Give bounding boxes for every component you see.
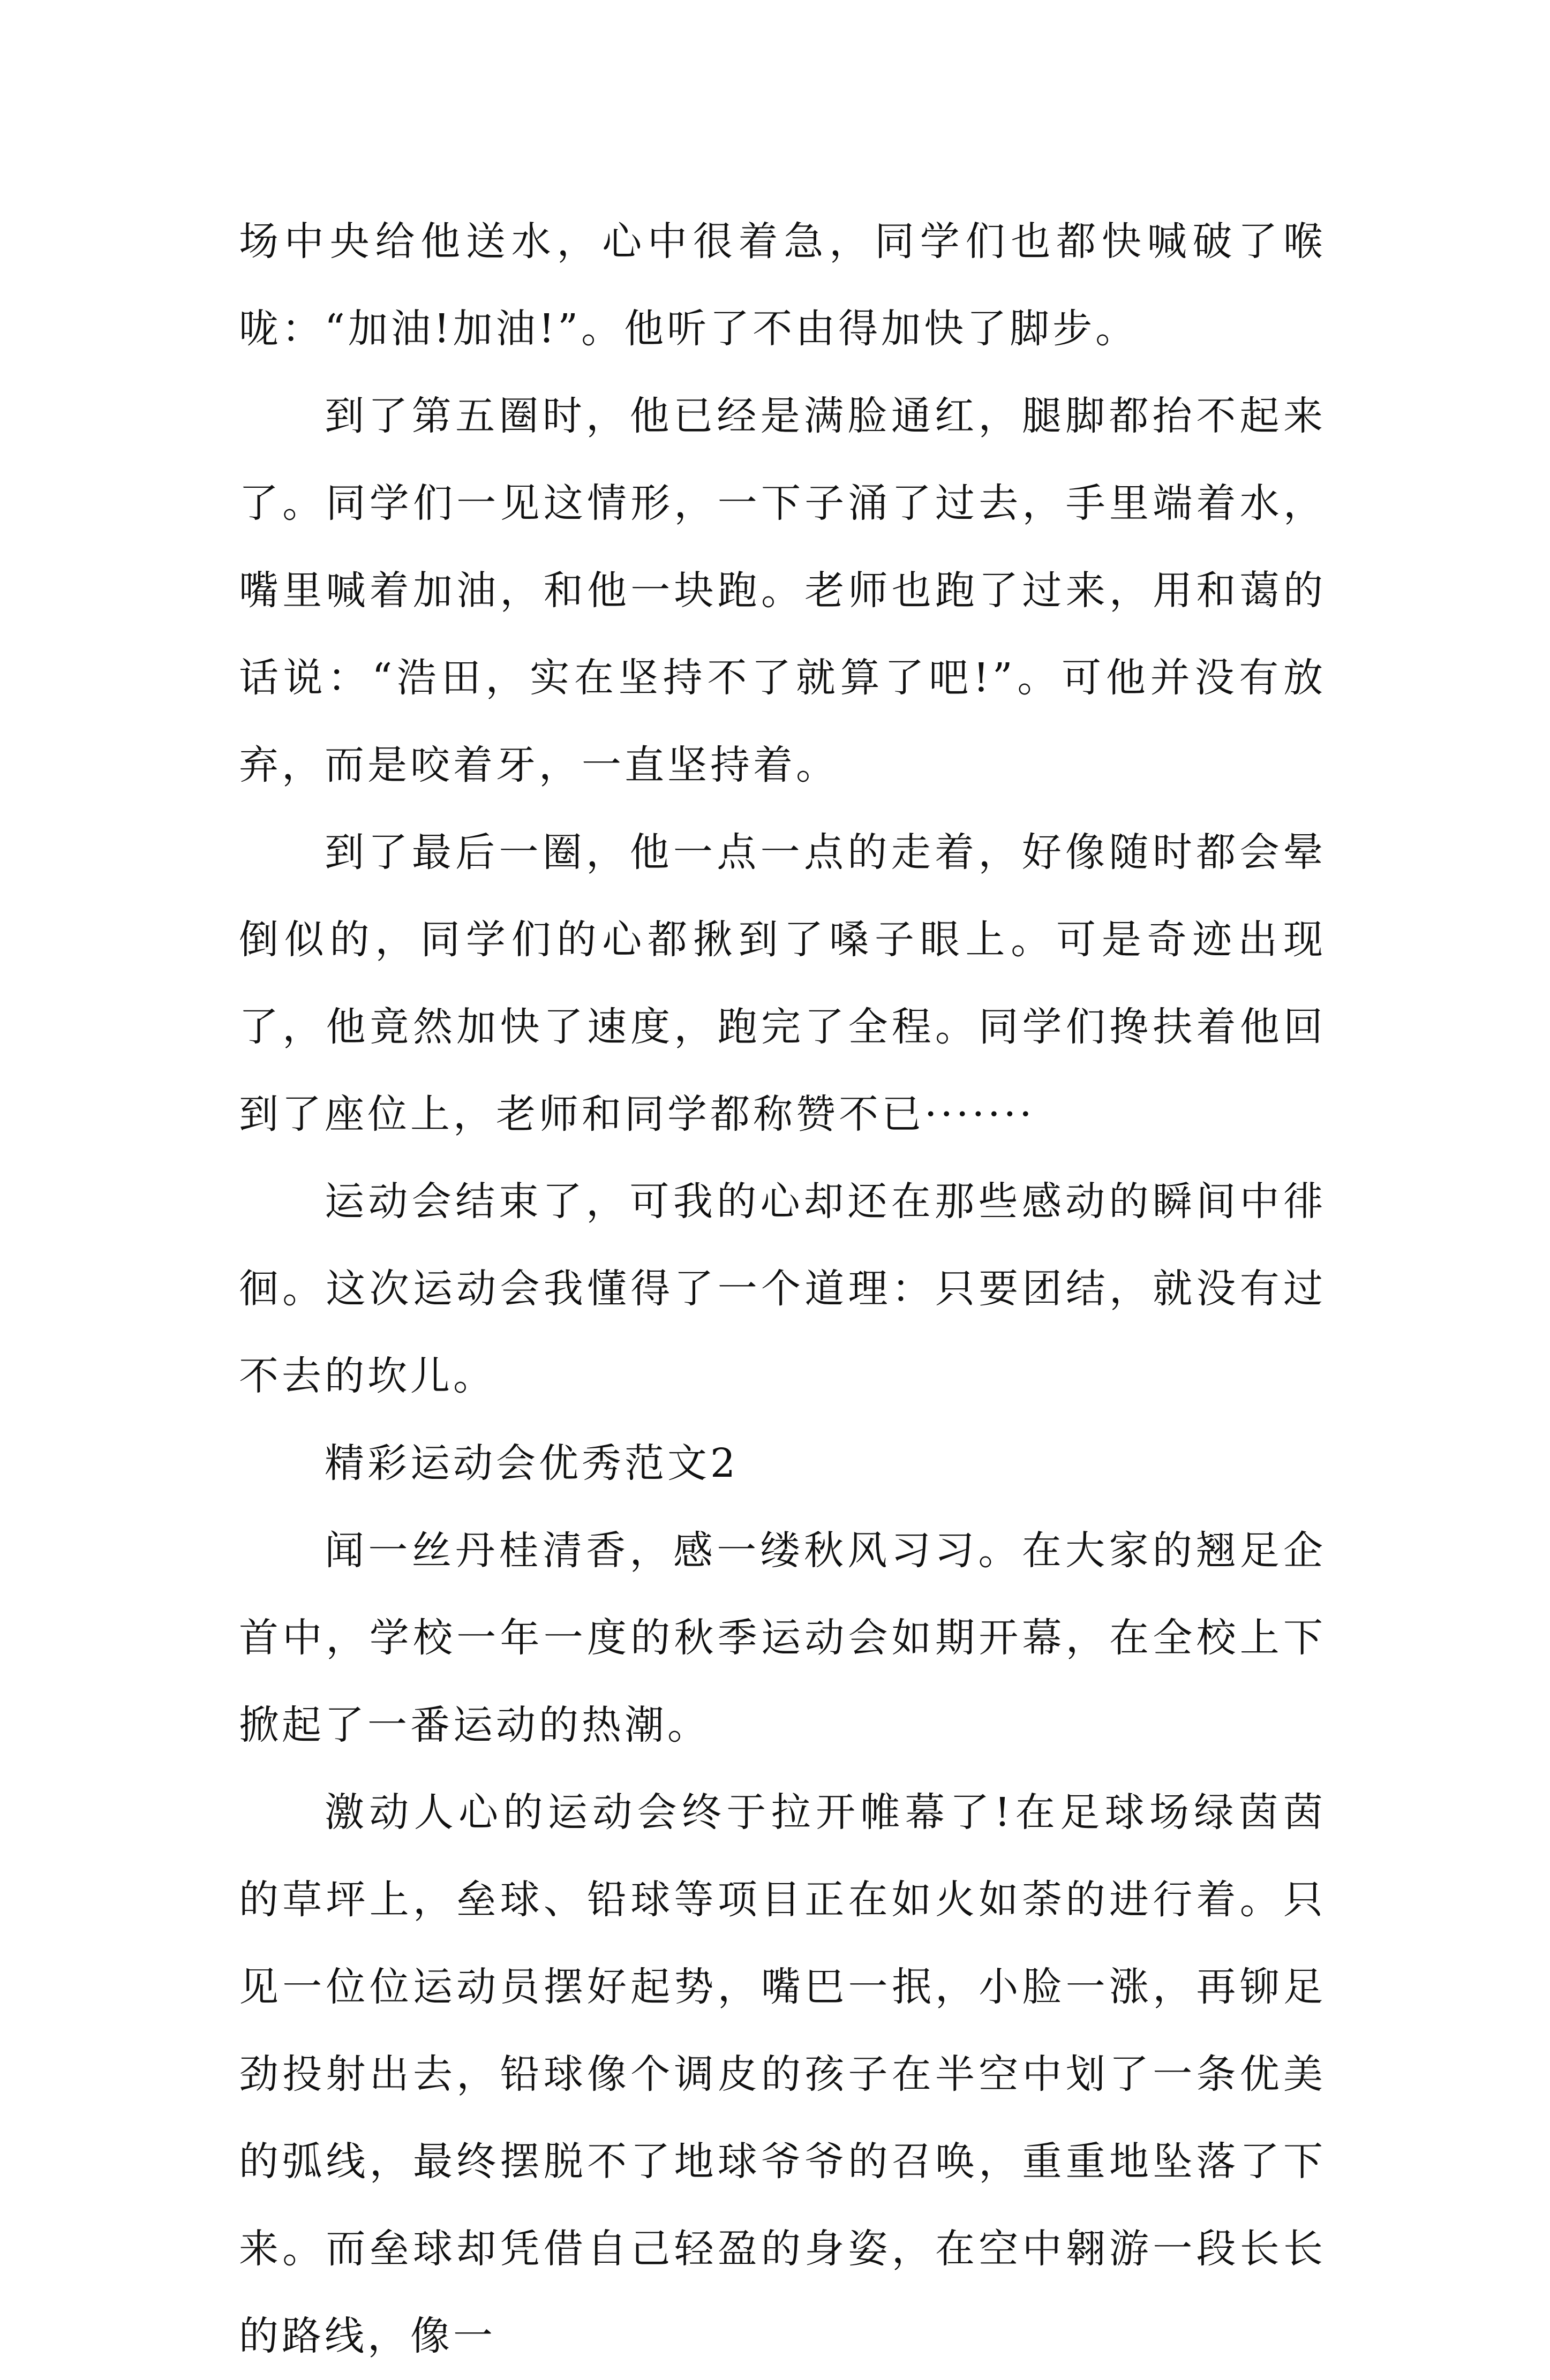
section-heading: 精彩运动会优秀范文2 — [325, 1440, 739, 1486]
paragraph-3: 到了最后一圈，他一点一点的走着，好像随时都会晕倒似的，同学们的心都揪到了嗓子眼上。可是奇迹出现了，他竟然加快了速度，跑完了全程。同学们搀扶着他回到了座位上，老师和同学都称赞不已······· — [239, 829, 1326, 1137]
paragraph-2: 到了第五圈时，他已经是满脸通红，腿脚都抬不起来了。同学们一见这情形，一下子涌了过去，手里端着水，嘴里喊着加油，和他一块跑。老师也跑了过来，用和蔼的话说：“浩田，实在坚持不了就算了吧!”。可他并没有放弃，而是咬着牙，一直坚持着。 — [239, 393, 1326, 788]
paragraph-5: 闻一丝丹桂清香，感一缕秋风习习。在大家的翘足企首中，学校一年一度的秋季运动会如期开幕，在全校上下掀起了一番运动的热潮。 — [239, 1528, 1326, 1748]
paragraph-1: 场中央给他送水，心中很着急，同学们也都快喊破了喉咙：“加油!加油!”。他听了不由得加快了脚步。 — [239, 218, 1326, 352]
paragraph-4: 运动会结束了，可我的心却还在那些感动的瞬间中徘徊。这次运动会我懂得了一个道理：只要团结，就没有过不去的坎儿。 — [239, 1178, 1326, 1399]
paragraph-6: 激动人心的运动会终于拉开帷幕了!在足球场绿茵茵的草坪上，垒球、铅球等项目正在如火如荼的进行着。只见一位位运动员摆好起势，嘴巴一抿，小脸一涨，再铆足劲投射出去，铅球像个调皮的孩子在半空中划了一条优美的弧线，最终摆脱不了地球爷爷的召唤，重重地坠落了下来。而垒球却凭借自己轻盈的身姿，在空中翱游一段长长的路线，像一 — [239, 1789, 1326, 2359]
document-body — [239, 198, 1326, 2380]
